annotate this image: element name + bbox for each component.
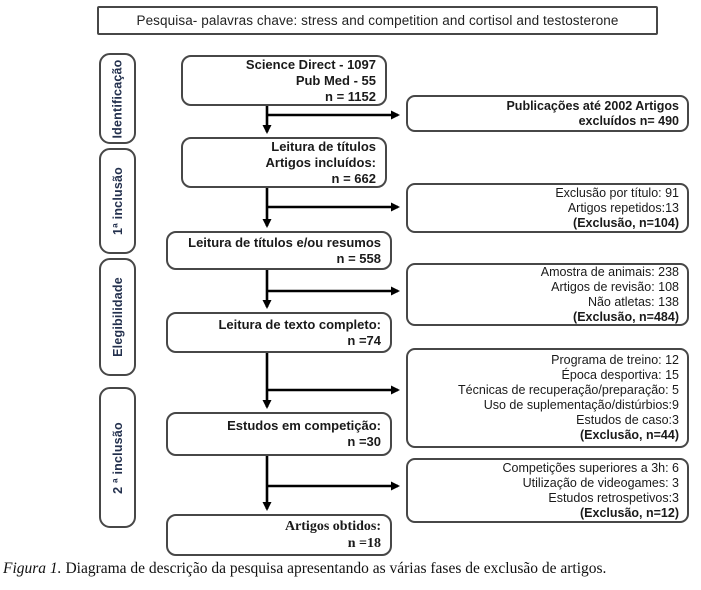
stage-segunda-inclusao-label: 2 ª inclusão — [110, 421, 125, 494]
flow-box-titulos-resumos — [166, 231, 392, 270]
flow-box-line: Leitura de títulos e/ou resumos — [188, 234, 381, 250]
figure-caption — [3, 560, 698, 578]
flow-box-line: Science Direct - 1097 — [245, 56, 376, 72]
figure-caption-label: Figura 1. — [3, 560, 62, 577]
flow-box-line: Estudos em competição: — [227, 418, 381, 433]
exclusion-line: excluídos n= 490 — [578, 113, 679, 128]
flow-box-line: n =18 — [347, 536, 381, 551]
exclusion-line: Utilização de videogames: 3 — [522, 475, 679, 490]
exclusion-line: Publicações até 2002 Artigos — [506, 98, 679, 113]
exclusion-line: Estudos de caso:3 — [576, 413, 679, 427]
figure-caption-text: Diagrama de descrição da pesquisa apresentando as várias fases de exclusão de artigos. — [61, 560, 607, 577]
flow-box-line: n = 1152 — [325, 88, 376, 104]
flow-box-databases — [181, 55, 387, 106]
exclusion-box-texto-completo — [406, 348, 689, 448]
exclusion-line: (Exclusão, n=44) — [580, 428, 679, 442]
exclusion-box-resumos — [406, 263, 689, 326]
exclusion-box-titulo — [406, 183, 689, 233]
exclusion-line: Amostra de animais: 238 — [540, 264, 679, 279]
flow-box-artigos-obtidos — [166, 514, 392, 556]
exclusion-line: Técnicas de recuperação/preparação: 5 — [458, 383, 679, 397]
exclusion-line: Competições superiores a 3h: 6 — [502, 460, 679, 475]
stage-identificacao — [99, 53, 136, 144]
exclusion-line: Não atletas: 138 — [587, 294, 679, 309]
search-query-text: Pesquisa- palavras chave: stress and competition and cortisol and testosterone — [136, 13, 619, 28]
exclusion-box-competicao — [406, 458, 689, 523]
exclusion-box-2002 — [406, 95, 689, 132]
exclusion-line: (Exclusão, n=484) — [573, 309, 679, 324]
stage-primeira-inclusao — [99, 148, 136, 254]
flow-box-line: Artigos incluídos: — [265, 154, 376, 170]
flow-box-texto-completo — [166, 312, 392, 353]
flow-box-line: Artigos obtidos: — [284, 519, 381, 534]
flow-box-line: Leitura de texto completo: — [218, 316, 381, 332]
flow-box-line: Leitura de títulos — [271, 138, 376, 154]
stage-identificacao-label: Identificação — [110, 58, 125, 139]
exclusion-line: Estudos retrospetivos:3 — [548, 490, 679, 505]
flow-box-line: n =30 — [347, 434, 381, 449]
exclusion-line: Programa de treino: 12 — [551, 353, 679, 367]
exclusion-line: Uso de suplementação/distúrbios:9 — [483, 398, 679, 412]
exclusion-line: Artigos repetidos:13 — [567, 200, 679, 215]
flow-box-estudos-competicao — [166, 412, 392, 456]
stage-primeira-inclusao-label: 1ª inclusão — [110, 167, 125, 235]
exclusion-line: (Exclusão, n=104) — [573, 215, 679, 230]
exclusion-line: Exclusão por título: 91 — [555, 185, 679, 200]
flow-box-line: n =74 — [347, 332, 381, 348]
exclusion-line: (Exclusão, n=12) — [580, 505, 679, 520]
stage-elegibilidade-label: Elegibilidade — [110, 277, 125, 357]
flow-box-line: n = 558 — [336, 250, 381, 266]
exclusion-line: Época desportiva: 15 — [561, 368, 679, 382]
exclusion-line: Artigos de revisão: 108 — [551, 279, 679, 294]
stage-elegibilidade — [99, 258, 136, 376]
flow-box-line: n = 662 — [331, 170, 376, 186]
flow-box-leitura-titulos — [181, 137, 387, 188]
stage-segunda-inclusao — [99, 387, 136, 528]
search-query-box — [97, 6, 658, 35]
flow-box-line: Pub Med - 55 — [295, 72, 376, 88]
